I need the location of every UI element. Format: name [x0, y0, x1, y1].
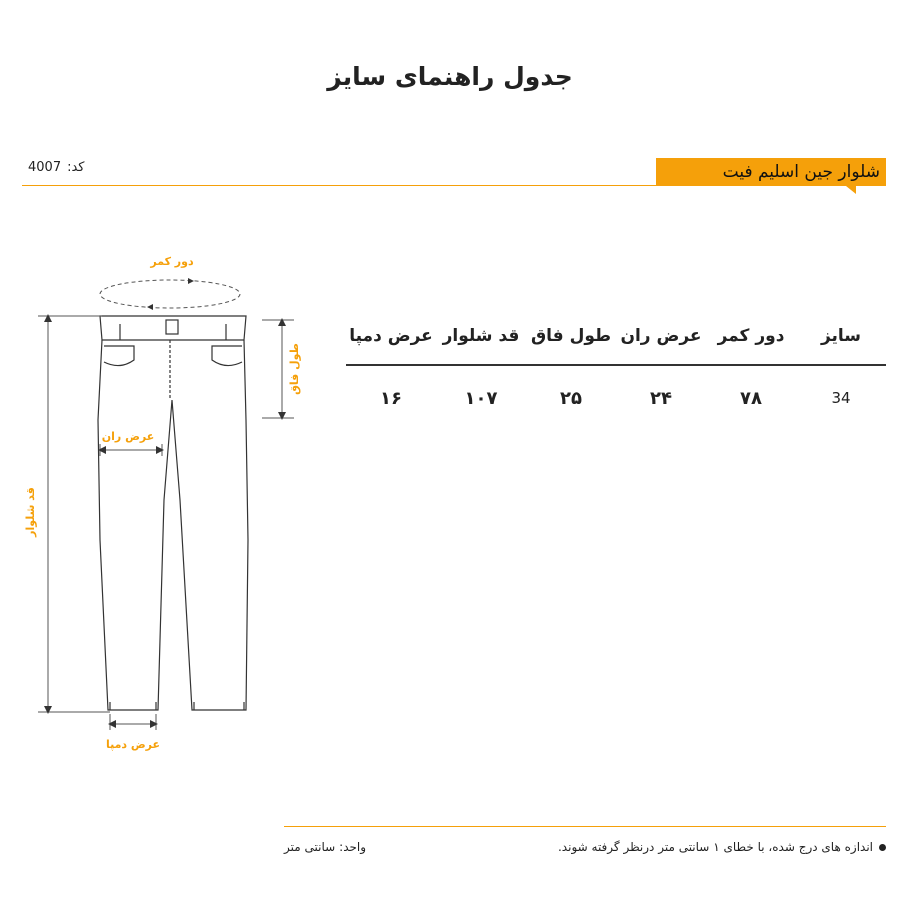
product-code [28, 160, 85, 175]
page-title: جدول راهنمای سایز [327, 62, 573, 91]
header-size: سایز [820, 326, 862, 346]
cell-size: 34 [831, 389, 851, 407]
hem-label: عرض دمپا [105, 738, 161, 751]
footer-divider [284, 826, 886, 827]
thigh-measure [100, 444, 162, 456]
product-name-banner [656, 158, 886, 186]
unit-info [284, 840, 366, 854]
waist-ellipse [100, 280, 240, 308]
length-label: قد شلوار [24, 487, 37, 537]
banner-tail [846, 186, 856, 194]
table-row [346, 366, 886, 430]
cell-rise: ۲۵ [560, 387, 582, 409]
pants-outline [98, 316, 248, 710]
table-header-row [346, 308, 886, 366]
waist-arrow-left [147, 304, 153, 310]
header-thigh: عرض ران [620, 326, 702, 346]
cell-hem: ۱۶ [380, 387, 402, 409]
jeans-diagram [0, 240, 340, 780]
header-hem: عرض دمپا [349, 326, 433, 346]
code-label: کد: [67, 160, 85, 175]
cell-waist: ۷۸ [740, 387, 762, 409]
code-value: 4007 [28, 160, 62, 175]
unit-label: واحد: [339, 840, 367, 854]
rise-label: طول فاق [288, 343, 301, 395]
product-name: شلوار جین اسلیم فیت [722, 162, 880, 182]
footer-note [558, 840, 886, 854]
header-waist: دور کمر [717, 326, 785, 346]
cell-length: ۱۰۷ [464, 387, 498, 409]
unit-value: سانتی متر [284, 840, 336, 854]
jeans-svg [0, 240, 340, 780]
header-rise: طول فاق [530, 326, 612, 346]
waist-arrow-right [188, 278, 194, 284]
thigh-label: عرض ران [101, 430, 155, 443]
cell-thigh: ۲۴ [650, 387, 672, 409]
note-text: اندازه های درج شده، با خطای ۱ سانتی متر درنظر گرفته شوند. [557, 840, 873, 854]
header-length: قد شلوار [442, 326, 520, 346]
hem-measure [110, 714, 156, 730]
waist-label: دور کمر [150, 255, 194, 268]
bullet-icon [879, 844, 886, 851]
size-table [346, 308, 886, 430]
